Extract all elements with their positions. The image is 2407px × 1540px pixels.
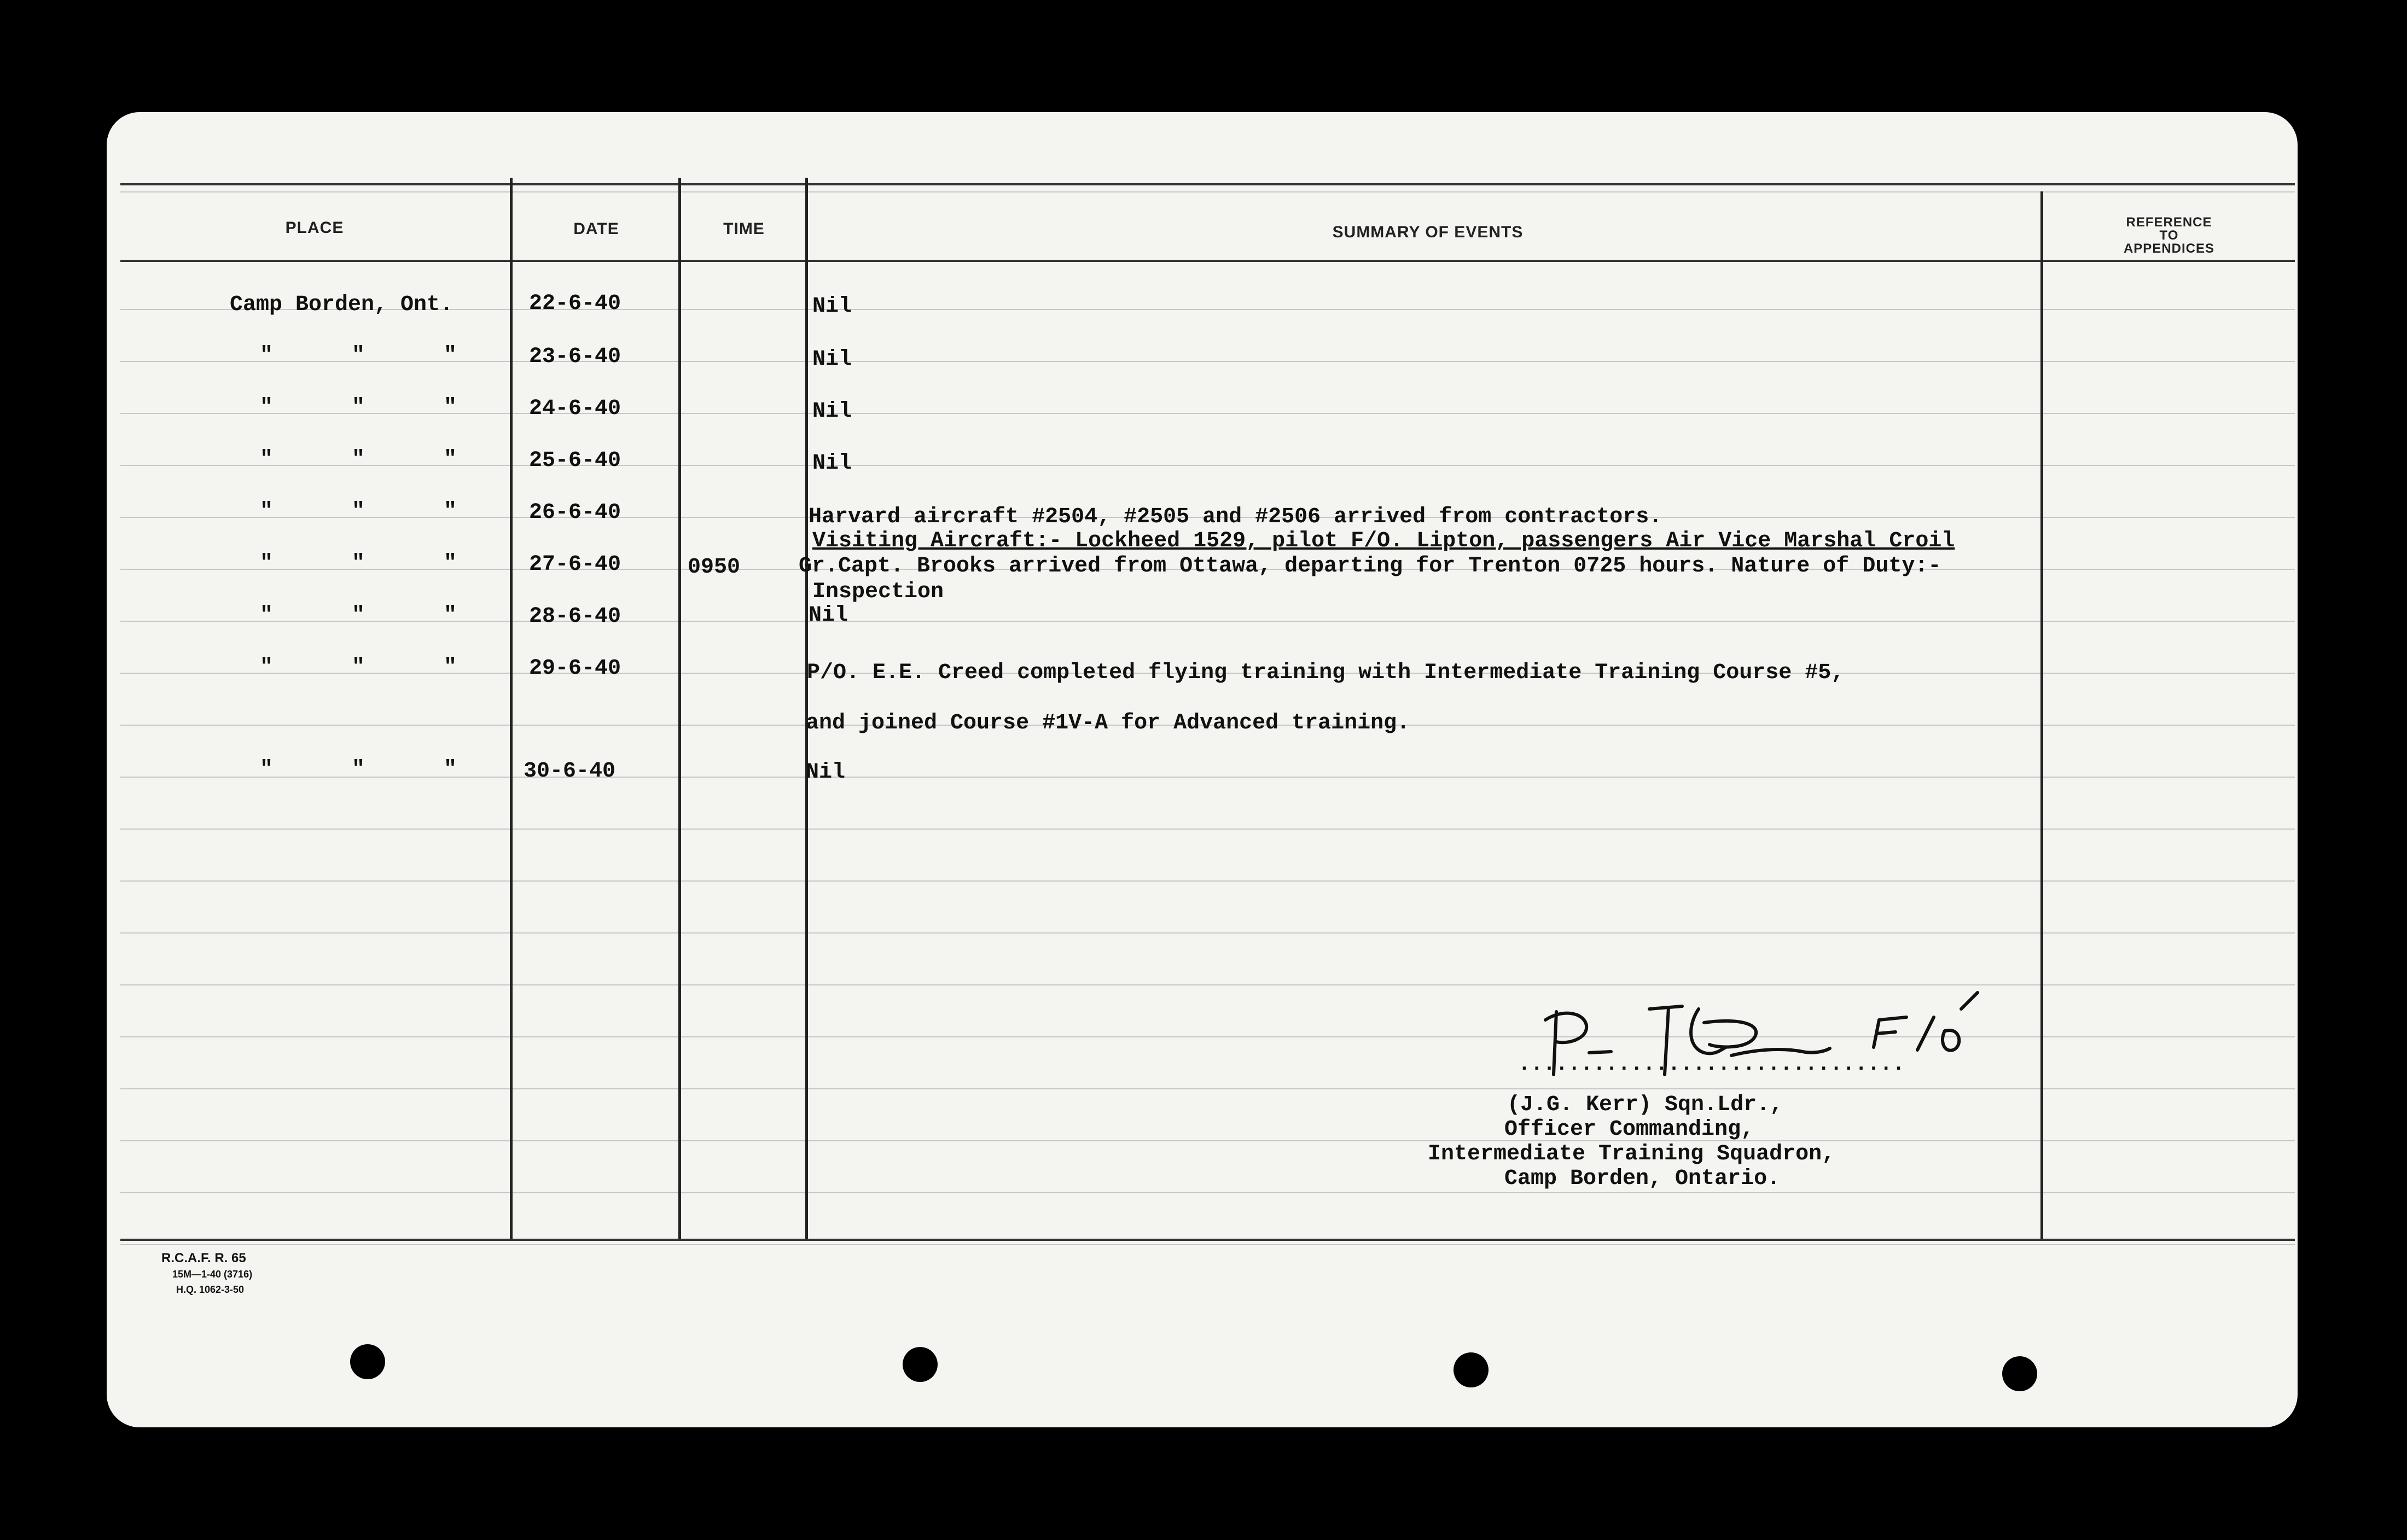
ruled-line — [120, 829, 2295, 830]
row-summary: Visiting Aircraft:- Lockheed 1529, pilot F/O. Lipton, passengers Air Vice Marshal Croil — [812, 529, 1955, 553]
header-time: TIME — [723, 220, 765, 238]
row-date: 28-6-40 — [529, 604, 621, 629]
signatory-location: Camp Borden, Ontario. — [1504, 1166, 1781, 1191]
binder-hole — [903, 1347, 938, 1382]
ruled-line — [120, 932, 2295, 934]
form-print-code: 15M—1-40 (3716) — [172, 1269, 253, 1280]
row-place-ditto: " " " — [260, 343, 457, 368]
row-place-ditto: " " " — [260, 757, 457, 782]
column-divider-date — [678, 178, 681, 1239]
ruled-line — [120, 1192, 2295, 1193]
row-date: 22-6-40 — [529, 291, 621, 316]
signatory-name: (J.G. Kerr) Sqn.Ldr., — [1507, 1093, 1783, 1117]
row-summary: Nil — [809, 603, 848, 628]
row-summary: Harvard aircraft #2504, #2505 and #2506 arrived from contractors. — [809, 505, 1662, 529]
footer-rule — [120, 1239, 2295, 1241]
signatory-unit: Intermediate Training Squadron, — [1428, 1142, 1835, 1166]
binder-hole — [350, 1344, 385, 1379]
form-hq-code: H.Q. 1062-3-50 — [176, 1284, 245, 1295]
header-reference-line-1: REFERENCE — [2126, 215, 2212, 230]
row-summary-line-2: Gr.Capt. Brooks arrived from Ottawa, departing for Trenton 0725 hours. Nature of Duty:- — [799, 554, 1941, 579]
header-reference-line-2: TO — [2159, 228, 2179, 243]
row-place-ditto: " " " — [260, 447, 457, 472]
header-bottom-rule — [120, 260, 2295, 262]
row-place-ditto: " " " — [260, 603, 457, 628]
row-place-ditto: " " " — [260, 499, 457, 524]
ruled-line — [120, 1140, 2295, 1141]
row-summary: Nil — [812, 399, 852, 424]
row-place: Camp Borden, Ont. — [230, 293, 454, 317]
column-divider-time — [805, 178, 808, 1239]
signature-dots: ............................... — [1518, 1053, 1905, 1076]
row-date: 27-6-40 — [529, 552, 621, 577]
row-time: 0950 — [688, 555, 741, 580]
row-place-ditto: " " " — [260, 551, 457, 576]
row-summary-line-3: Inspection — [812, 580, 944, 604]
row-summary: Nil — [812, 294, 852, 319]
row-summary: Nil — [812, 347, 852, 372]
row-date: 25-6-40 — [529, 448, 621, 473]
row-place-ditto: " " " — [260, 655, 457, 680]
header-place: PLACE — [285, 219, 344, 237]
row-date: 30-6-40 — [524, 759, 616, 784]
row-place-ditto: " " " — [260, 395, 457, 420]
signatory-title: Officer Commanding, — [1504, 1117, 1754, 1142]
row-summary: Nil — [806, 760, 846, 785]
diary-form-card — [107, 112, 2298, 1427]
column-divider-place — [510, 178, 513, 1239]
header-summary: SUMMARY OF EVENTS — [1332, 223, 1524, 241]
row-date: 24-6-40 — [529, 396, 621, 421]
row-date: 23-6-40 — [529, 345, 621, 369]
header-reference — [2049, 216, 2289, 255]
form-number: R.C.A.F. R. 65 — [161, 1251, 246, 1265]
binder-hole — [2002, 1356, 2037, 1391]
binder-hole — [1453, 1352, 1489, 1387]
row-date: 26-6-40 — [529, 500, 621, 525]
row-date: 29-6-40 — [529, 656, 621, 681]
signature-image — [1524, 987, 2060, 1096]
ruled-line — [120, 1244, 2295, 1245]
row-summary: Nil — [812, 451, 852, 476]
row-summary: P/O. E.E. Creed completed flying training with Intermediate Training Course #5, — [807, 661, 1845, 685]
ruled-line — [120, 880, 2295, 882]
header-date: DATE — [573, 220, 619, 238]
row-summary-line-2: and joined Course #1V-A for Advanced training. — [806, 711, 1410, 736]
header-top-rule — [120, 183, 2295, 185]
header-top-rule-thin — [120, 191, 2295, 192]
header-reference-line-3: APPENDICES — [2123, 241, 2215, 256]
ruled-line — [120, 984, 2295, 985]
